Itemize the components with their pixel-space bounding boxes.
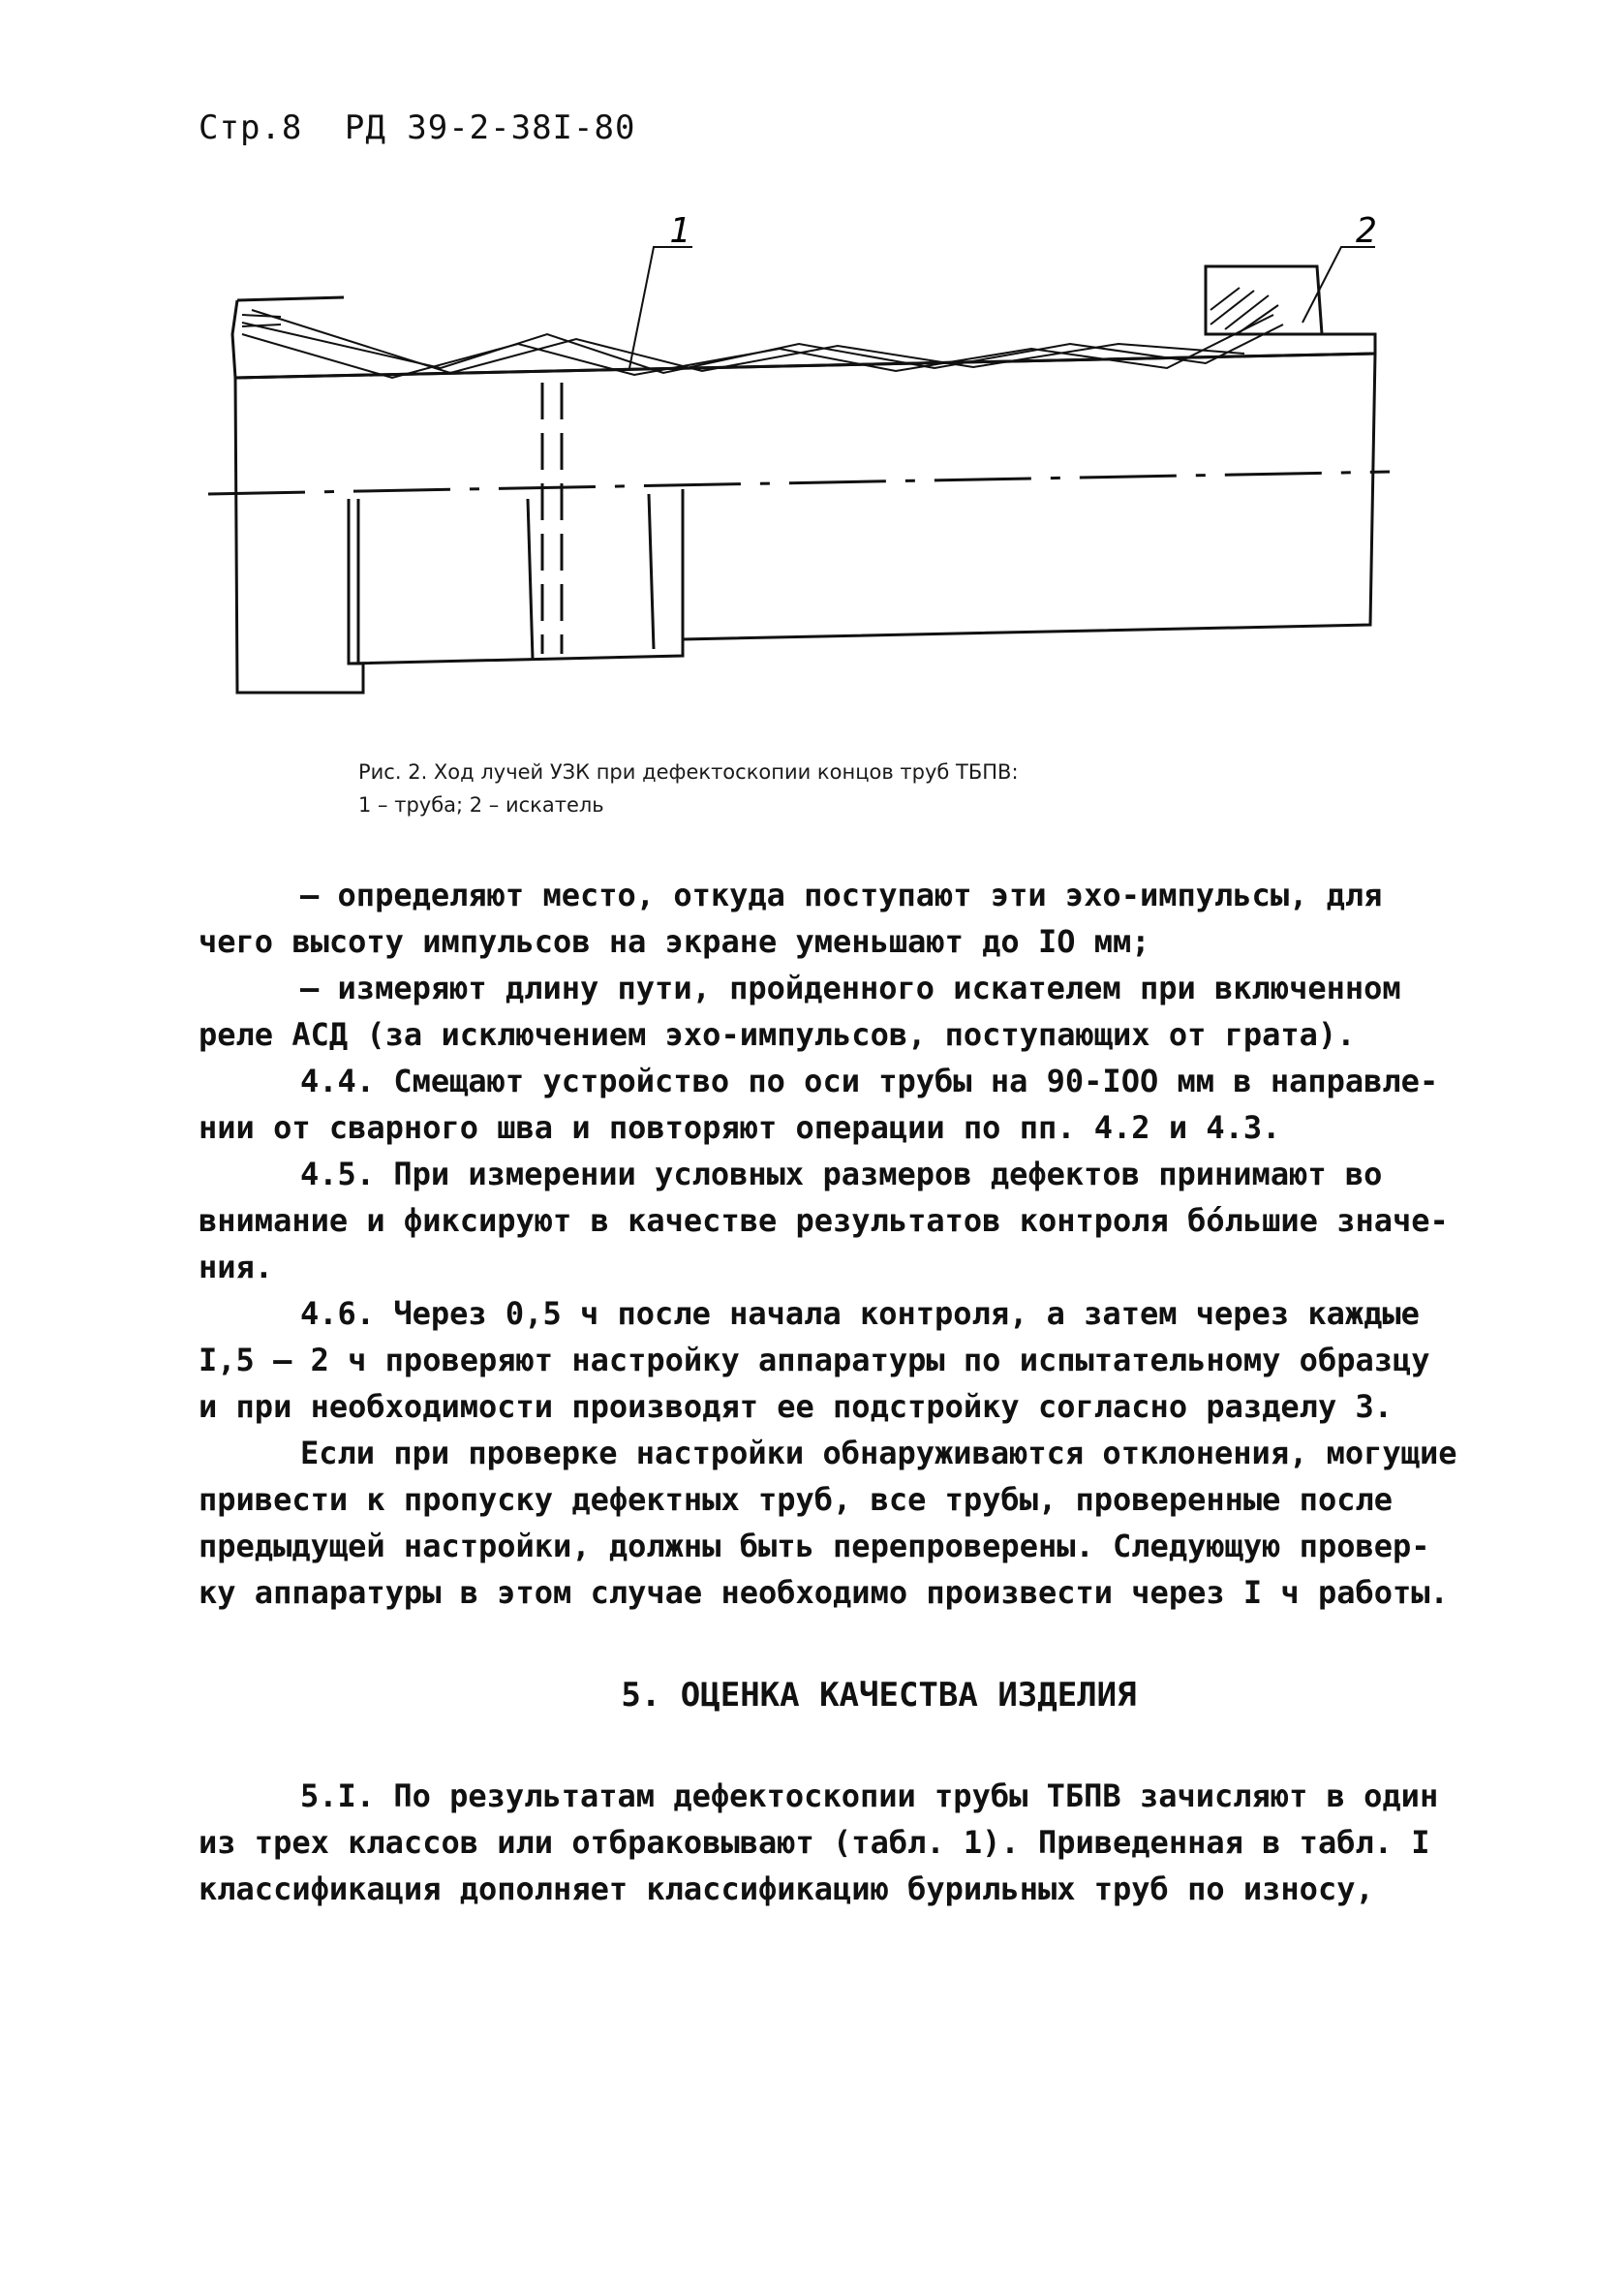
- pipe-end-left: [235, 378, 363, 693]
- text-line: – измеряют длину пути, пройденного искателем при включенном: [300, 970, 1401, 1006]
- text-line: – определяют место, откуда поступают эти эхо-импульсы, для: [300, 877, 1383, 913]
- text-line: Если при проверке настройки обнаруживаются отклонения, могущие: [300, 1435, 1457, 1471]
- text-line: 5.I. По результатам дефектоскопии трубы ТБПВ зачисляют в один: [300, 1777, 1439, 1814]
- text-line: и при необходимости производят ее подстройку согласно разделу 3.: [199, 1388, 1393, 1425]
- figure-caption: [358, 756, 1019, 821]
- caption-line-2: 1 – труба; 2 – искатель: [358, 793, 604, 817]
- text-line: классификация дополняет классификацию бурильных труб по износу,: [199, 1870, 1374, 1907]
- text-line: I,5 – 2 ч проверяют настройку аппаратуры по испытательному образцу: [199, 1342, 1430, 1378]
- document-code: РД 39-2-38I-80: [344, 108, 636, 147]
- page-number: Стр.8: [199, 108, 303, 147]
- pipe-axis: [208, 472, 1390, 494]
- text-line: из трех классов или отбраковывают (табл. 1). Приведенная в табл. I: [199, 1824, 1430, 1861]
- text-line: 4.4. Смещают устройство по оси трубы на 90-IOO мм в направле-: [300, 1063, 1439, 1099]
- text-line: 4.5. При измерении условных размеров дефектов принимают во: [300, 1156, 1383, 1192]
- pipe-body: [349, 354, 1375, 664]
- text-line: ку аппаратуры в этом случае необходимо произвести через I ч работы.: [199, 1574, 1449, 1611]
- body-text: [199, 872, 1501, 1912]
- text-line: реле АСД (за исключением эхо-импульсов, поступающих от грата).: [199, 1016, 1356, 1053]
- label-1: 1: [669, 211, 690, 251]
- text-line: предыдущей настройки, должны быть перепроверены. Следующую провер-: [199, 1528, 1430, 1564]
- section-title: 5. ОЦЕНКА КАЧЕСТВА ИЗДЕЛИЯ: [621, 1676, 1137, 1715]
- page-header: [199, 108, 657, 147]
- text-line: ния.: [199, 1249, 274, 1285]
- text-line: 4.6. Через 0,5 ч после начала контроля, а затем через каждые: [300, 1295, 1420, 1332]
- text-line: внимание и фиксируют в качестве результатов контроля бо́льшие значе-: [199, 1202, 1449, 1239]
- label-2: 2: [1356, 211, 1377, 251]
- text-line: привести к пропуску дефектных труб, все трубы, проверенные после: [199, 1481, 1393, 1518]
- caption-line-1: Рис. 2. Ход лучей УЗК при дефектоскопии концов труб ТБПВ:: [358, 760, 1019, 784]
- pipe-drawing: [199, 208, 1428, 712]
- pipe-figure: [199, 208, 1428, 712]
- text-line: нии от сварного шва и повторяют операции по пп. 4.2 и 4.3.: [199, 1109, 1281, 1146]
- pipe-outline-top: [232, 266, 1375, 378]
- text-line: чего высоту импульсов на экране уменьшают до IO мм;: [199, 923, 1150, 960]
